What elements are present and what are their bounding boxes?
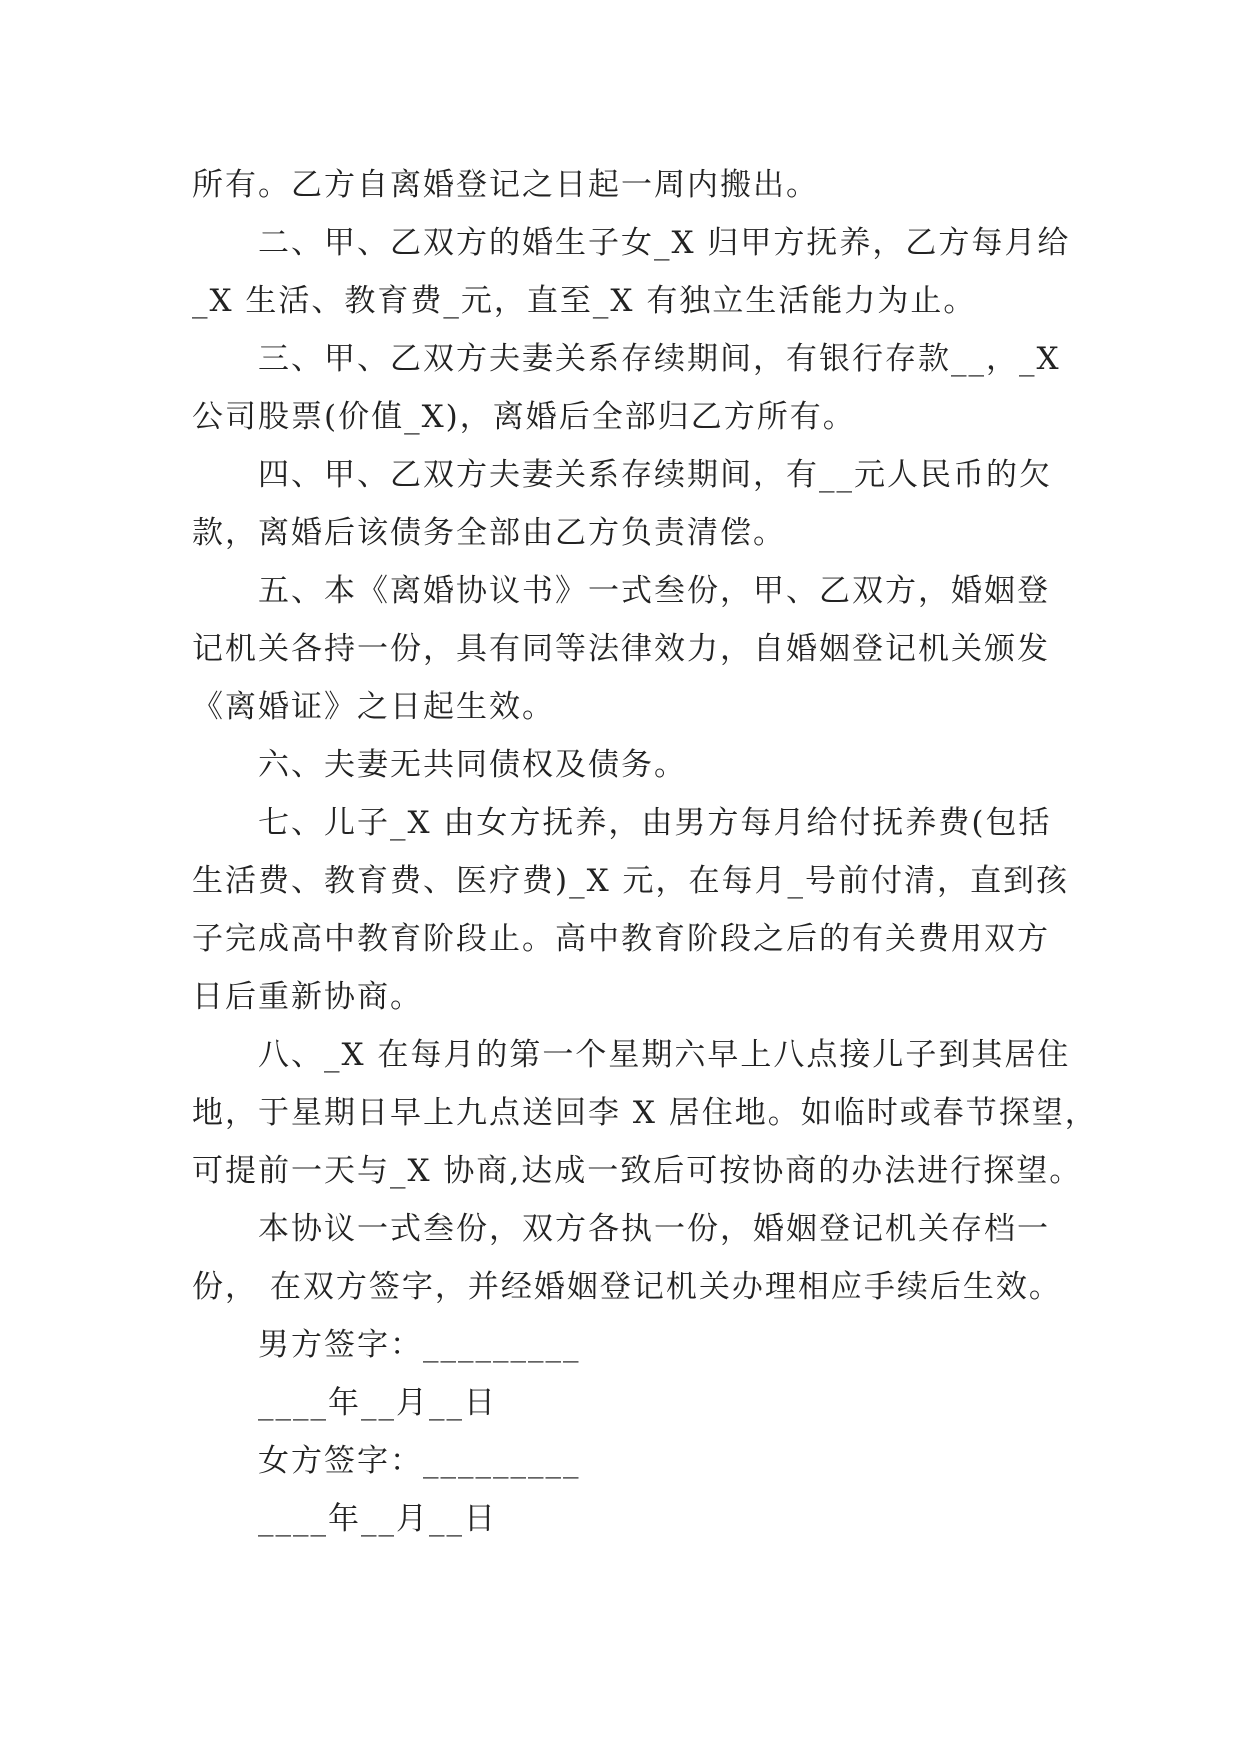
text-line-10: 《离婚证》之日起生效。 <box>192 689 555 725</box>
text-line-12: 七、儿子_X 由女方抚养，由男方每月给付抚养费(包括 <box>258 805 1052 841</box>
text-line-20: 份， 在双方签字，并经婚姻登记机关办理相应手续后生效。 <box>192 1269 1062 1305</box>
female-signature-line: 女方签字：_________ <box>258 1443 581 1479</box>
female-signature-date: ____年__月__日 <box>258 1501 497 1537</box>
text-line-15: 日后重新协商。 <box>192 979 423 1015</box>
male-signature-line: 男方签字：_________ <box>258 1327 581 1363</box>
text-line-2: 二、甲、乙双方的婚生子女_X 归甲方抚养，乙方每月给 <box>258 225 1071 261</box>
text-line-1: 所有。乙方自离婚登记之日起一周内搬出。 <box>192 167 819 203</box>
text-line-9: 记机关各持一份，具有同等法律效力，自婚姻登记机关颁发 <box>192 631 1050 667</box>
text-line-17: 地，于星期日早上九点送回李 X 居住地。如临时或春节探望， <box>192 1095 1098 1131</box>
text-line-5: 公司股票(价值_X)，离婚后全部归乙方所有。 <box>192 399 856 435</box>
male-signature-date: ____年__月__日 <box>258 1385 497 1421</box>
text-line-8: 五、本《离婚协议书》一式叁份，甲、乙双方，婚姻登 <box>258 573 1050 609</box>
text-line-13: 生活费、教育费、医疗费)_X 元，在每月_号前付清，直到孩 <box>192 863 1070 899</box>
text-line-4: 三、甲、乙双方夫妻关系存续期间，有银行存款__，_X <box>258 341 1061 377</box>
document-content <box>192 156 1098 1548</box>
text-line-16: 八、_X 在每月的第一个星期六早上八点接儿子到其居住 <box>258 1037 1071 1073</box>
text-line-6: 四、甲、乙双方夫妻关系存续期间，有__元人民币的欠 <box>258 457 1052 493</box>
text-line-7: 款，离婚后该债务全部由乙方负责清偿。 <box>192 515 786 551</box>
text-line-14: 子完成高中教育阶段止。高中教育阶段之后的有关费用双方 <box>192 921 1050 957</box>
text-line-11: 六、夫妻无共同债权及债务。 <box>258 747 687 783</box>
text-line-3: _X 生活、教育费_元，直至_X 有独立生活能力为止。 <box>192 283 977 319</box>
text-line-18: 可提前一天与_X 协商,达成一致后可按协商的办法进行探望。 <box>192 1153 1083 1189</box>
text-line-19: 本协议一式叁份，双方各执一份，婚姻登记机关存档一 <box>258 1211 1050 1247</box>
